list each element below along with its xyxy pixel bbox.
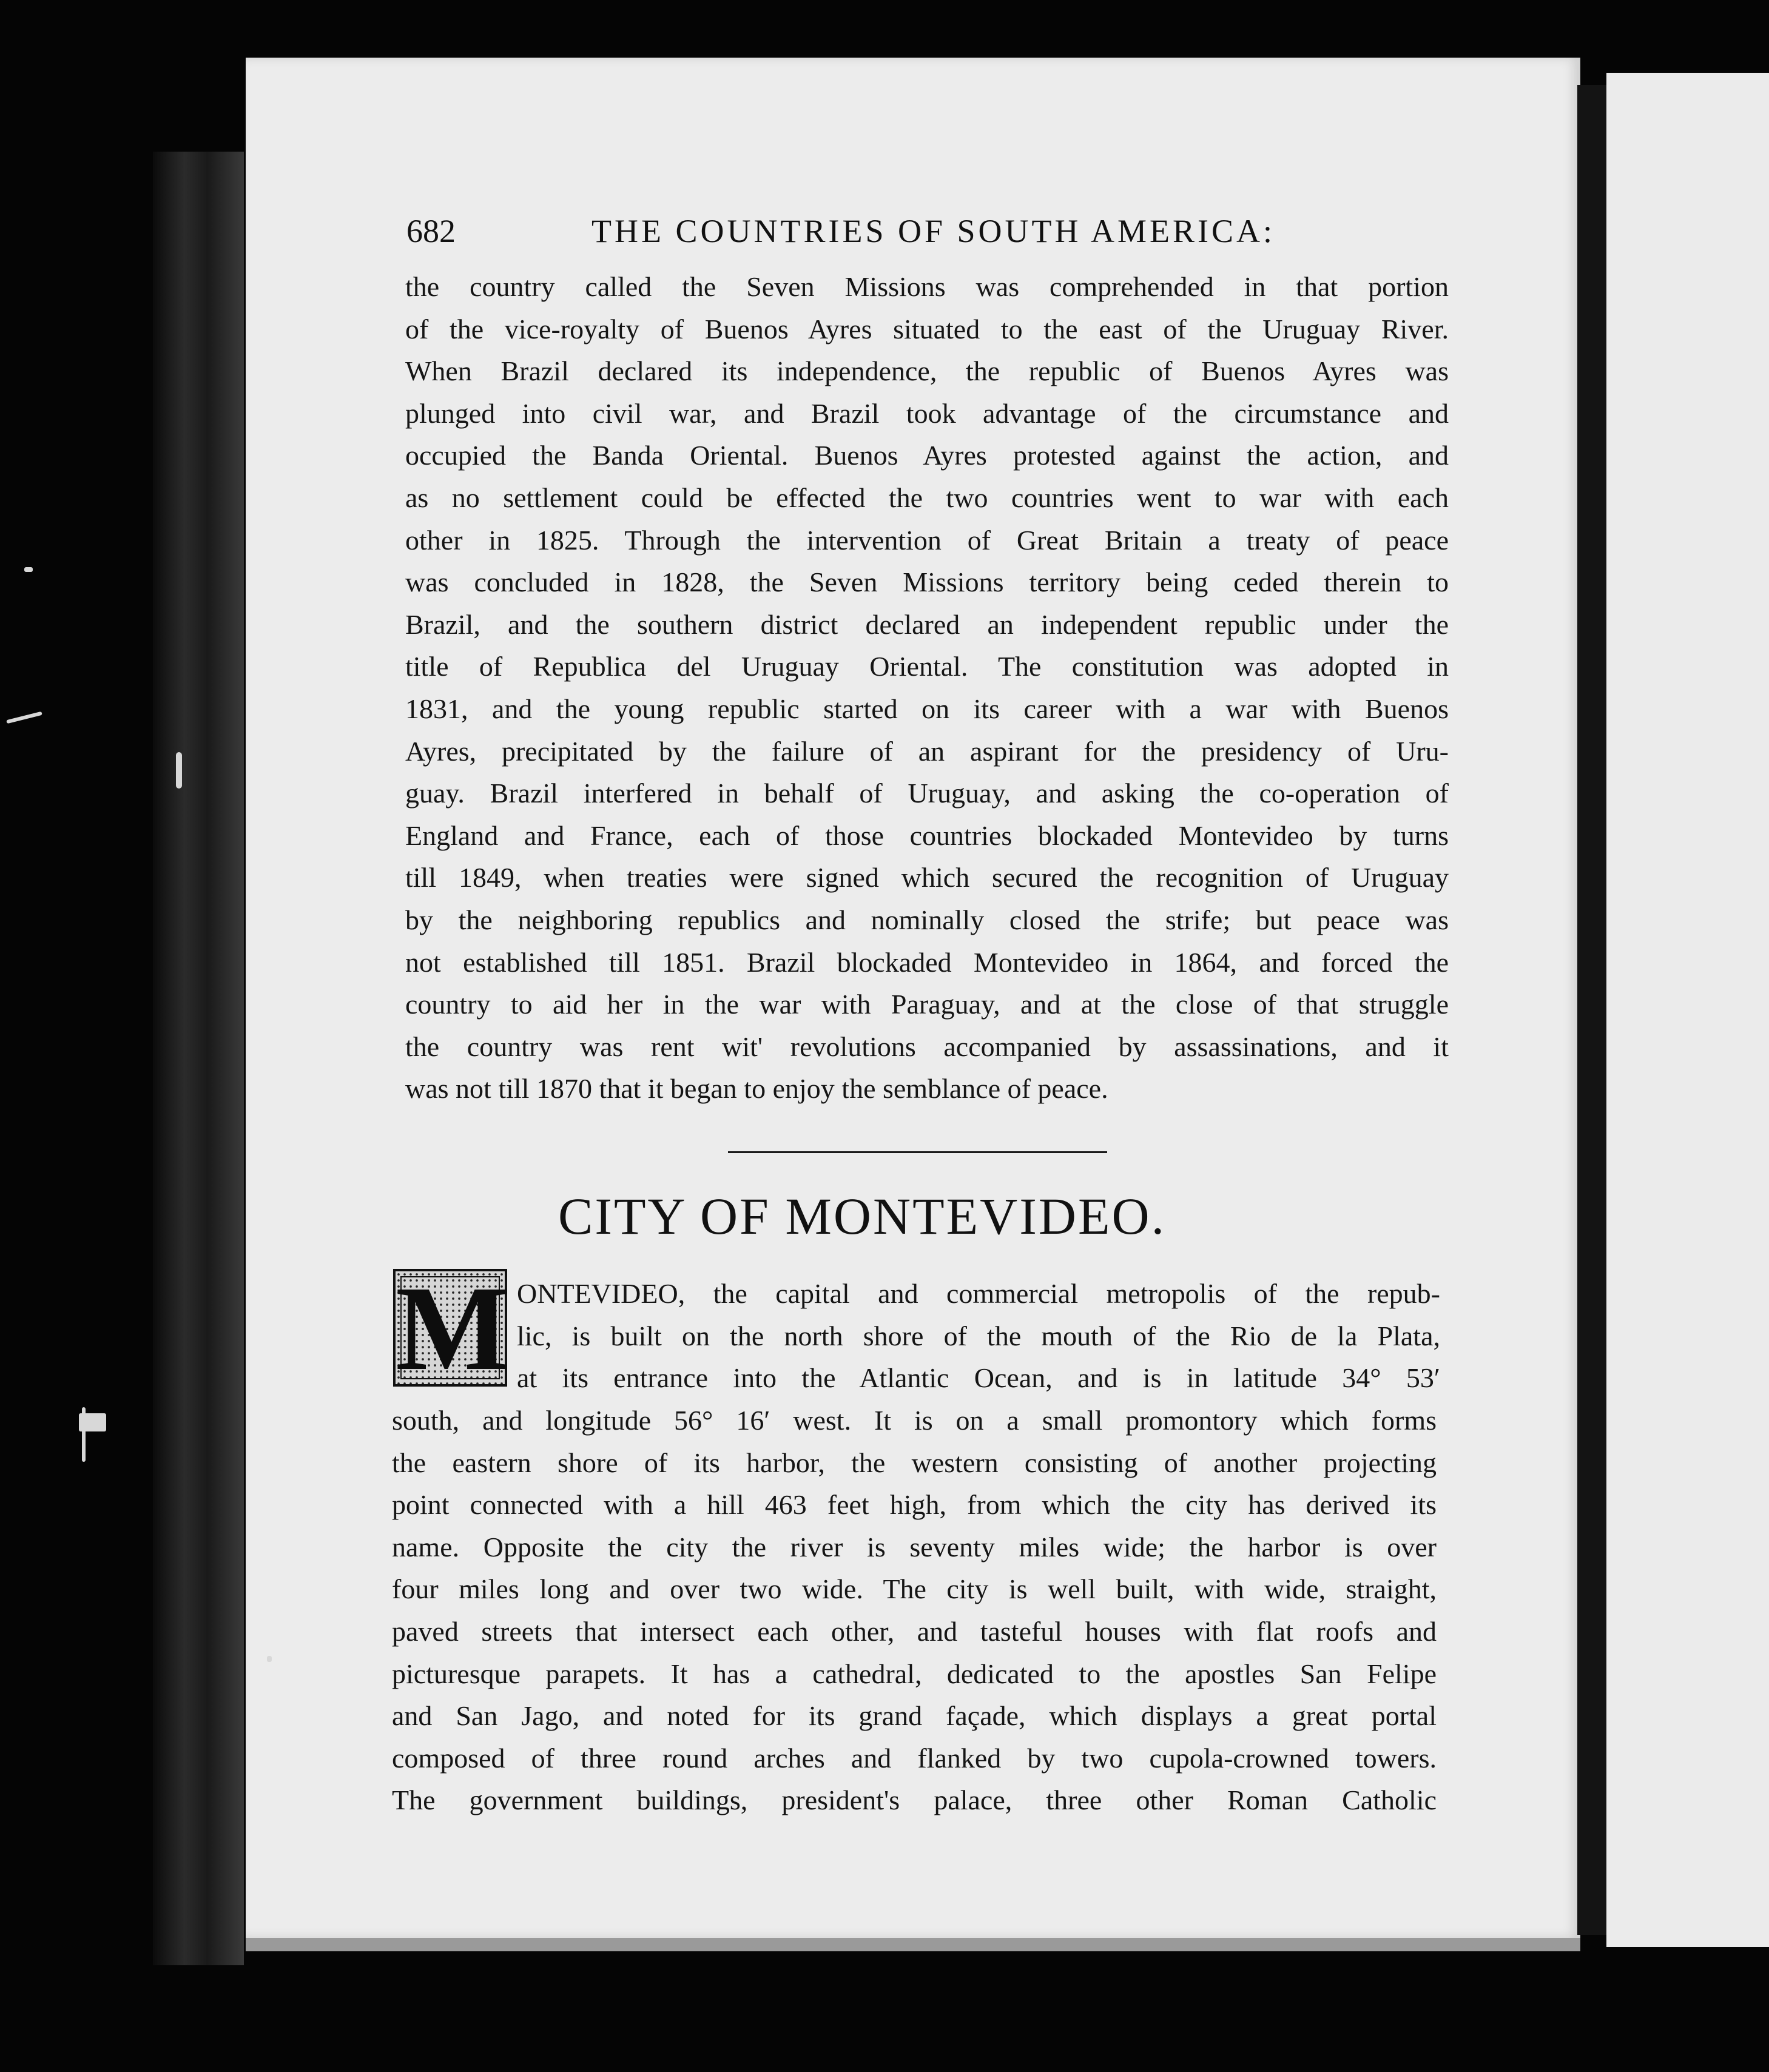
paragraph-2-beside-dropcap: [517, 1273, 1440, 1399]
text-line: name. Opposite the city the river is seventy miles wide; the harbor is over: [392, 1531, 1437, 1562]
text-line: When Brazil declared its independence, the republic of Buenos Ayres was: [405, 355, 1449, 387]
text-line: south, and longitude 56° 16′ west. It is on a small promontory which forms: [392, 1405, 1437, 1436]
page-bottom-edge: [246, 1938, 1580, 1951]
running-header: [406, 212, 1286, 261]
text-line: country to aid her in the war with Paraguay, and at the close of that struggle: [405, 989, 1449, 1020]
ornamental-dropcap: [393, 1262, 510, 1396]
scan-speck: [267, 1656, 272, 1662]
scan-speck: [24, 567, 33, 572]
text-line: Ayres, precipitated by the failure of an aspirant for the presidency of Uru-: [405, 735, 1449, 767]
text-line: The government buildings, president's palace, three other Roman Catholic: [392, 1784, 1437, 1816]
text-line: lic, is built on the north shore of the mouth of the Rio de la Plata,: [517, 1320, 1440, 1351]
text-line: as no settlement could be effected the two countries went to war with each: [405, 482, 1449, 513]
page-gutter: [1577, 85, 1606, 1935]
text-line: ONTEVIDEO, the capital and commercial metropolis of the repub-: [517, 1278, 1440, 1309]
text-line: the country called the Seven Missions was comprehended in that portion: [405, 271, 1449, 302]
text-line: four miles long and over two wide. The city is well built, with wide, straight,: [392, 1573, 1437, 1605]
facing-page-edge: [1606, 73, 1769, 1947]
dropcap-letter: M: [396, 1262, 510, 1396]
text-line: title of Republica del Uruguay Oriental. The constitution was adopted in: [405, 651, 1449, 682]
text-line: was not till 1870 that it began to enjoy the semblance of peace.: [405, 1073, 1108, 1105]
scan-speck: [176, 752, 182, 789]
text-line: plunged into civil war, and Brazil took advantage of the circumstance and: [405, 397, 1449, 429]
running-title: THE COUNTRIES OF SOUTH AMERICA:: [591, 213, 1276, 249]
section-heading: CITY OF MONTEVIDEO.: [558, 1187, 1167, 1245]
text-line: the eastern shore of its harbor, the western consisting of another projecting: [392, 1447, 1437, 1478]
text-line: occupied the Banda Oriental. Buenos Ayres protested against the action, and: [405, 440, 1449, 471]
text-line: and San Jago, and noted for its grand façade, which displays a great portal: [392, 1700, 1437, 1732]
text-line: point connected with a hill 463 feet high, from which the city has derived its: [392, 1489, 1437, 1521]
section-divider: [728, 1151, 1107, 1153]
text-line: 1831, and the young republic started on its career with a war with Buenos: [405, 693, 1449, 724]
text-line: was concluded in 1828, the Seven Missions territory being ceded therein to: [405, 567, 1449, 598]
text-line: not established till 1851. Brazil blockaded Montevideo in 1864, and forced the: [405, 946, 1449, 978]
text-line: till 1849, when treaties were signed which secured the recognition of Uruguay: [405, 862, 1449, 893]
text-line: of the vice-royalty of Buenos Ayres situated to the east of the Uruguay River.: [405, 313, 1449, 345]
text-line: by the neighboring republics and nominally closed the strife; but peace was: [405, 904, 1449, 935]
text-line: England and France, each of those countries blockaded Montevideo by turns: [405, 819, 1449, 851]
text-line: guay. Brazil interfered in behalf of Uruguay, and asking the co-operation of: [405, 778, 1449, 809]
text-line: Brazil, and the southern district declared an independent republic under the: [405, 608, 1449, 640]
scan-speck: [82, 1407, 86, 1462]
book-spine: [153, 152, 244, 1965]
paragraph-2-continued: [392, 1399, 1437, 1821]
text-line: other in 1825. Through the intervention of Great Britain a treaty of peace: [405, 524, 1449, 556]
scan-speck: [6, 711, 42, 724]
paragraph-1: [405, 266, 1449, 1110]
text-line: at its entrance into the Atlantic Ocean, and is in latitude 34° 53′: [517, 1362, 1440, 1394]
text-line: picturesque parapets. It has a cathedral, dedicated to the apostles San Felipe: [392, 1658, 1437, 1689]
page-number: 682: [406, 213, 456, 249]
text-line: composed of three round arches and flanked by two cupola-crowned towers.: [392, 1742, 1437, 1774]
text-line: paved streets that intersect each other, and tasteful houses with flat roofs and: [392, 1615, 1437, 1647]
text-line: the country was rent wit' revolutions accompanied by assassinations, and it: [405, 1031, 1449, 1062]
